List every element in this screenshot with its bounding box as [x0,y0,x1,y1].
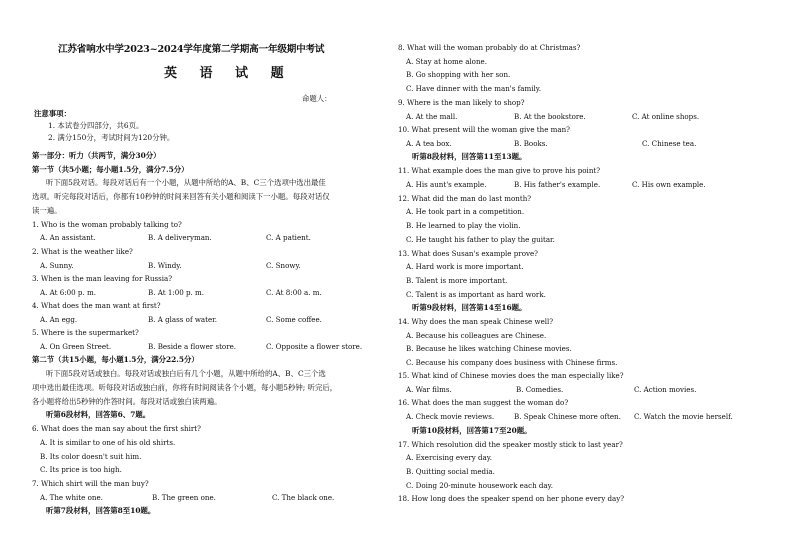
q13-option-c: C. Talent is as important as hard work. [406,290,546,299]
q8-option-b: B. Go shopping with her son. [406,70,511,79]
section2-heading: 第二节（共15小题，每小题1.5分，满分22.5分） [32,355,199,364]
material-6-heading: 听第6段材料，回答第6、7题。 [46,410,151,419]
q16-option-c: C. Watch the movie herself. [634,412,733,421]
q2-option-a: A. Sunny. [40,261,74,270]
q15-option-b: B. Comedies. [516,385,564,394]
q5-option-c: C. Opposite a flower store. [266,342,363,351]
q17-stem: 17. Which resolution did the speaker mostly stick to last year? [398,440,623,449]
q1-option-c: C. A patient. [266,233,311,242]
q8-stem: 8. What will the woman probably do at Christmas? [398,43,581,52]
q4-option-c: C. Some coffee. [266,315,322,324]
q3-stem: 3. When is the man leaving for Russia? [32,274,173,283]
material-9-heading: 听第9段材料，回答第14至16题。 [412,303,527,312]
q10-option-a: A. A tea box. [406,139,452,148]
q1-option-a: A. An assistant. [40,233,96,242]
q11-stem: 11. What example does the man give to prove his point? [398,166,601,175]
q9-option-c: C. At online shops. [632,112,700,121]
q7-option-b: B. The green one. [152,493,216,502]
q17-option-b: B. Quitting social media. [406,467,495,476]
notes-heading: 注意事项： [34,109,71,118]
q10-stem: 10. What present will the woman give the man? [398,125,570,134]
note-1: 1. 本试卷分四部分，共6页。 [48,121,144,130]
q8-option-c: C. Have dinner with the man's family. [406,84,542,93]
q15-option-c: C. Action movies. [634,385,697,394]
q16-stem: 16. What does the man suggest the woman do? [398,398,569,407]
q13-option-a: A. Hard work is more important. [406,262,524,271]
q14-option-b: B. Because he likes watching Chinese movies. [406,344,572,353]
q5-stem: 5. Where is the supermarket? [32,328,139,337]
q7-option-a: A. The white one. [40,493,103,502]
section1-instruction-2: 选项。听完每段对话后，你都有10秒钟的时间来回答有关小题和阅读下一小题。每段对话仅 [32,192,330,201]
q6-option-c: C. Its price is too high. [40,465,122,474]
q17-option-c: C. Doing 20-minute housework each day. [406,481,553,490]
q3-option-a: A. At 6:00 p. m. [40,288,96,297]
q2-stem: 2. What is the weather like? [32,247,133,256]
section2-instruction-3: 各小题将给出5秒钟的作答时间。每段对话或独白读两遍。 [32,397,222,406]
q13-stem: 13. What does Susan's example prove? [398,249,538,258]
q16-option-b: B. Speak Chinese more often. [514,412,621,421]
q16-option-a: A. Check movie reviews. [406,412,495,421]
q6-option-b: B. Its color doesn't suit him. [40,452,142,461]
q9-stem: 9. Where is the man likely to shop? [398,98,525,107]
q11-option-a: A. His aunt's example. [406,180,487,189]
note-2: 2. 满分150分，考试时间为120分钟。 [48,133,175,142]
author-label: 命题人： [302,94,332,103]
q3-option-c: C. At 8:00 a. m. [266,288,322,297]
q12-option-c: C. He taught his father to play the guitar. [406,235,555,244]
q17-option-a: A. Exercising every day. [406,453,493,462]
q2-option-c: C. Snowy. [266,261,301,270]
q5-option-a: A. On Green Street. [40,342,112,351]
q12-option-a: A. He took part in a competition. [406,207,525,216]
material-10-heading: 听第10段材料，回答第17至20题。 [412,426,532,435]
exam-title: 江苏省响水中学2023~2024学年度第二学期高一年级期中考试 [58,44,325,55]
section1-heading: 第一节（共5小题；每小题1.5分，满分7.5分） [32,165,189,174]
part1-heading: 第一部分：听力（共两节，满分30分） [32,151,161,160]
q6-stem: 6. What does the man say about the first shirt? [32,424,201,433]
q4-stem: 4. What does the man want at first? [32,301,161,310]
q11-option-c: C. His own example. [632,180,706,189]
q3-option-b: B. At 1:00 p. m. [148,288,205,297]
q10-option-c: C. Chinese tea. [642,139,697,148]
q14-stem: 14. Why does the man speak Chinese well? [398,317,554,326]
q6-option-a: A. It is similar to one of his old shirts. [40,438,176,447]
section2-instruction-1: 听下面5段对话或独白。每段对话或独白后有几个小题，从题中所给的A、B、C三个选 [46,369,326,378]
q7-stem: 7. Which shirt will the man buy? [32,479,149,488]
q4-option-a: A. An egg. [40,315,78,324]
q15-stem: 15. What kind of Chinese movies does the man especially like? [398,371,624,380]
section1-instruction-1: 听下面5段对话。每段对话后有一个小题，从题中所给的A、B、C三个选项中选出最佳 [46,178,326,187]
section2-instruction-2: 项中选出最佳选项。听每段对话或独白前，你将有时间阅读各个小题，每小题5秒钟; 听完后， [32,383,338,392]
material-8-heading: 听第8段材料，回答第11至13题。 [412,152,527,161]
subject-title: 英 语 试 题 [164,66,293,81]
q2-option-b: B. Windy. [148,261,182,270]
section1-instruction-3: 读一遍。 [32,206,62,215]
q12-option-b: B. He learned to play the violin. [406,221,521,230]
q1-stem: 1. Who is the woman probably talking to? [32,220,182,229]
q4-option-b: B. A glass of water. [148,315,218,324]
q8-option-a: A. Stay at home alone. [406,57,487,66]
q10-option-b: B. Books. [514,139,548,148]
q9-option-a: A. At the mall. [406,112,458,121]
q9-option-b: B. At the bookstore. [514,112,586,121]
q5-option-b: B. Beside a flower store. [148,342,237,351]
q14-option-a: A. Because his colleagues are Chinese. [406,331,547,340]
q18-stem: 18. How long does the speaker spend on her phone every day? [398,494,625,503]
q12-stem: 12. What did the man do last month? [398,194,532,203]
material-7-heading: 听第7段材料，回答第8至10题。 [46,506,156,515]
q7-option-c: C. The black one. [272,493,335,502]
q15-option-a: A. War films. [406,385,452,394]
q11-option-b: B. His father's example. [514,180,601,189]
q14-option-c: C. Because his company does business with Chinese firms. [406,358,618,367]
q1-option-b: B. A deliveryman. [148,233,212,242]
q13-option-b: B. Talent is more important. [406,276,508,285]
